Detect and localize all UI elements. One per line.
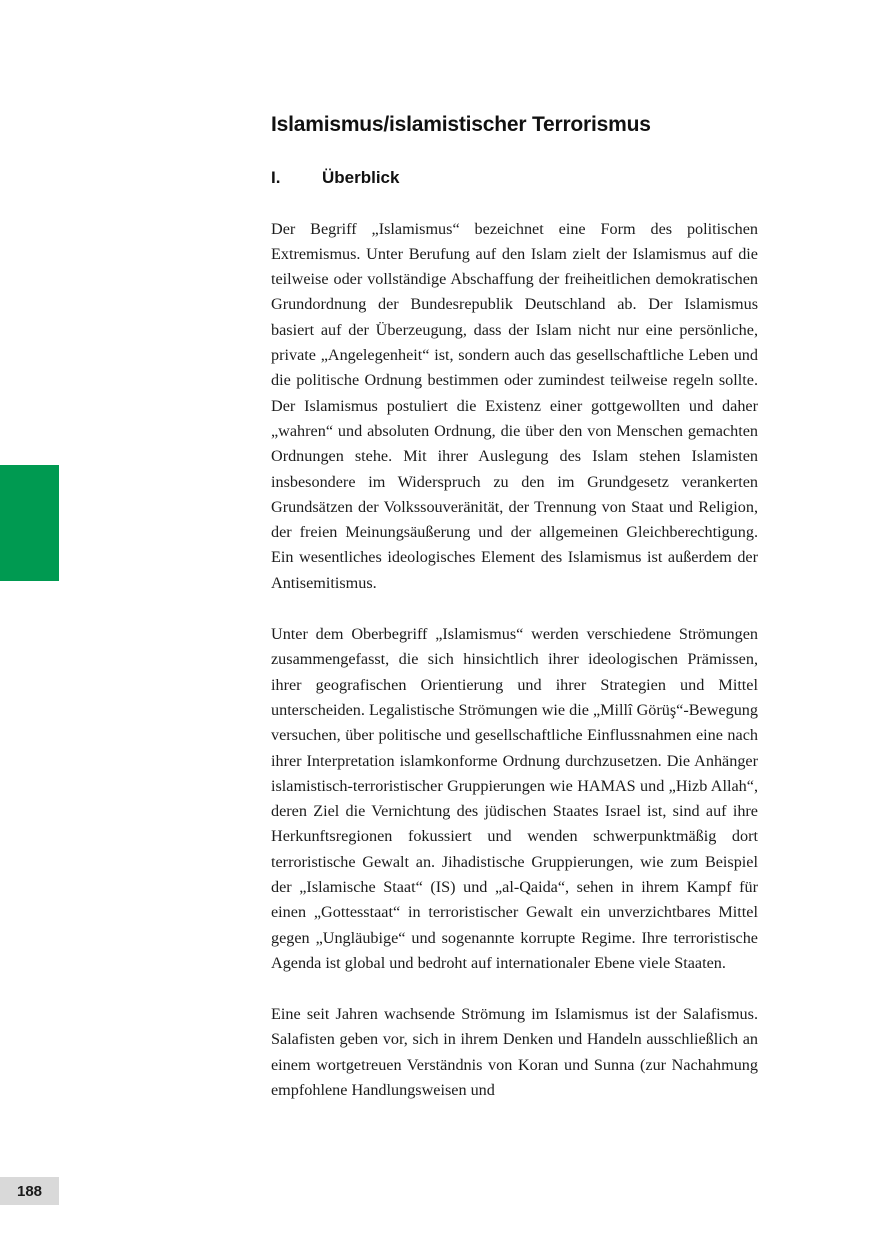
body-text xyxy=(271,217,758,1104)
page-footer xyxy=(0,1177,59,1205)
paragraph: Unter dem Oberbegriff „Islamismus“ werden verschiedene Strömungen zusammengefasst, die sich hinsichtlich ihrer ideologischen Prämissen, ihrer geografischen Orientierung und ihrer Strategien und Mittel unterscheiden. Legalistische Strömungen wie die „Millî Görüş“-Bewegung versuchen, über politische und gesellschaftliche Einflussnahmen eine nach ihrer Interpretation islamkonforme Ordnung durchzusetzen. Die Anhänger islamistisch-terroristischer Gruppierungen wie HAMAS und „Hizb Allah“, deren Ziel die Vernichtung des jüdischen Staates Israel ist, sind auf ihre Herkunftsregionen fokussiert und wenden schwerpunktmäßig dort terroristische Gewalt an. Jihadistische Gruppierungen, wie zum Beispiel der „Islamische Staat“ (IS) und „al-Qaida“, sehen in ihrem Kampf für einen „Gottesstaat“ in terroristischer Gewalt ein unverzichtbares Mittel gegen „Ungläubige“ und sogenannte korrupte Regime. Ihre terroristische Agenda ist global und bedroht auf internationaler Ebene viele Staaten. xyxy=(271,625,758,972)
page-title: Islamismus/islamistischer Terrorismus xyxy=(271,113,651,136)
section-title: Überblick xyxy=(322,168,400,188)
paragraph: Eine seit Jahren wachsende Strömung im Islamismus ist der Salafismus. Salafisten geben vor, sich in ihrem Denken und Handeln ausschließlich an einem wortgetreuen Verständnis von Koran und Sunna (zur Nachahmung empfohlene Handlungsweisen und xyxy=(271,1005,758,1100)
page-number: 188 xyxy=(17,1182,43,1200)
section-heading xyxy=(271,168,758,188)
text-column xyxy=(271,0,758,1129)
chapter-tab-marker xyxy=(0,465,59,581)
paragraph: Der Begriff „Islamismus“ bezeichnet eine Form des politischen Extremismus. Unter Berufung auf den Islam zielt der Islamismus auf die teilweise oder vollständige Abschaffung der freiheitlichen demokratischen Grundordnung der Bundesrepublik Deutschland ab. Der Islamismus basiert auf der Überzeugung, dass der Islam nicht nur eine persönliche, private „Angelegenheit“ ist, sondern auch das gesellschaftliche Leben und die politische Ordnung bestimmen oder zumindest teilweise regeln sollte. Der Islamismus postuliert die Existenz einer gottgewollten und daher „wahren“ und absoluten Ordnung, die über den von Menschen gemachten Ordnungen stehe. Mit ihrer Auslegung des Islam stehen Islamisten insbesondere im Widerspruch zu den im Grundgesetz verankerten Grundsätzen der Volkssouveränität, der Trennung von Staat und Religion, der freien Meinungsäußerung und der allgemeinen Gleichberechtigung. Ein wesentliches ideologisches Element des Islamismus ist außerdem der Antisemitismus. xyxy=(271,219,758,592)
section-number: I. xyxy=(271,168,281,188)
